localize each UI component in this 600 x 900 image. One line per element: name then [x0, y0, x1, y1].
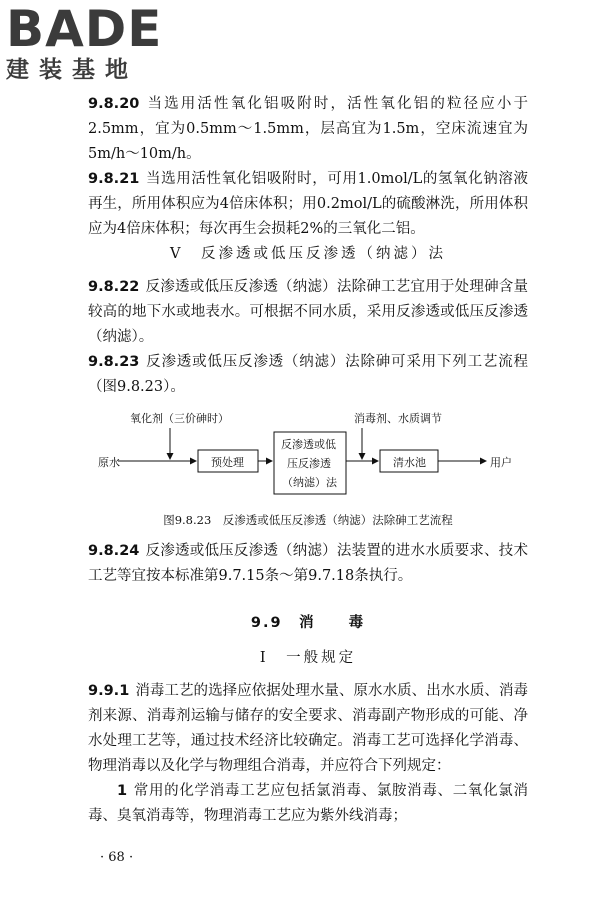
clause-9-8-23: [88, 350, 528, 400]
clause-9-8-20: [88, 92, 528, 167]
process-flow-diagram: [88, 410, 528, 502]
document-body: [88, 92, 528, 829]
clause-text: 消毒工艺的选择应依据处理水量、原水水质、出水水质、消毒剂来源、消毒剂运输与储存的安全要求、消毒副产物形成的可能、净水处理工艺等，通过技术经济比较确定。消毒工艺可选择化学消毒、物理消毒以及化学与物理组合消毒，并应符合下列规定：: [88, 683, 528, 774]
clause-9-9-1-item-1: [88, 779, 528, 829]
subsection-title-v: V 反渗透或低压反渗透（纳滤）法: [170, 246, 446, 262]
logo-wordmark: BADE: [6, 0, 163, 58]
ro-label-line1: 反渗透或低: [281, 438, 336, 451]
section-title: 9.9 消 毒: [250, 615, 366, 631]
ro-label-line2: 压反渗透: [287, 457, 331, 470]
clause-text: 反渗透或低压反渗透（纳滤）法除砷可采用下列工艺流程（图9.8.23）。: [88, 354, 528, 395]
user-label: 用户: [490, 456, 512, 469]
subsection-title-i: Ⅰ 一般规定: [259, 650, 357, 666]
clause-9-8-21: [88, 167, 528, 242]
clear-water-tank-label: 清水池: [393, 456, 426, 469]
clause-number: 9.8.24: [88, 543, 140, 559]
ro-label-line3: （纳滤）法: [282, 476, 337, 489]
clause-number: 9.8.21: [88, 171, 140, 187]
item-number: 1: [117, 783, 128, 799]
clause-9-8-22: [88, 275, 528, 350]
pretreatment-label: 预处理: [211, 456, 244, 469]
figure-caption: 图9.8.23 反渗透或低压反渗透（纳滤）法除砷工艺流程: [163, 513, 453, 527]
oxidant-label: 氧化剂（三价砷时）: [130, 412, 229, 425]
disinfectant-label: 消毒剂、水质调节: [354, 412, 442, 425]
flow-svg: [88, 410, 528, 502]
clause-text: 反渗透或低压反渗透（纳滤）法装置的进水水质要求、技术工艺等宜按本标准第9.7.15条～第9.7.18条执行。: [88, 543, 528, 584]
clause-number: 9.9.1: [88, 683, 130, 699]
clause-text: 当选用活性氧化铝吸附时，活性氧化铝的粒径应小于2.5mm，宜为0.5mm～1.5mm，层高宜为1.5m，空床流速宜为5m/h～10m/h。: [88, 96, 528, 162]
logo: [6, 0, 163, 84]
logo-subtitle: 建装基地: [6, 57, 138, 83]
clause-9-9-1: [88, 679, 528, 779]
clause-9-8-24: [88, 539, 528, 589]
clause-text: 当选用活性氧化铝吸附时，可用1.0mol/L的氢氧化钠溶液再生，所用体积应为4倍床体积；用0.2mol/L的硫酸淋洗，所用体积应为4倍床体积；每次再生会损耗2%的三氧化二铝。: [88, 171, 528, 237]
clause-number: 9.8.22: [88, 279, 140, 295]
raw-water-label: 原水: [98, 456, 120, 469]
clause-number: 9.8.20: [88, 96, 140, 112]
clause-number: 9.8.23: [88, 354, 140, 370]
item-text: 常用的化学消毒工艺应包括氯消毒、氯胺消毒、二氧化氯消毒、臭氧消毒等，物理消毒工艺应为紫外线消毒；: [88, 783, 528, 824]
clause-text: 反渗透或低压反渗透（纳滤）法除砷工艺宜用于处理砷含量较高的地下水或地表水。可根据不同水质，采用反渗透或低压反渗透（纳滤）。: [88, 279, 528, 345]
page-number: · 68 ·: [100, 850, 134, 865]
